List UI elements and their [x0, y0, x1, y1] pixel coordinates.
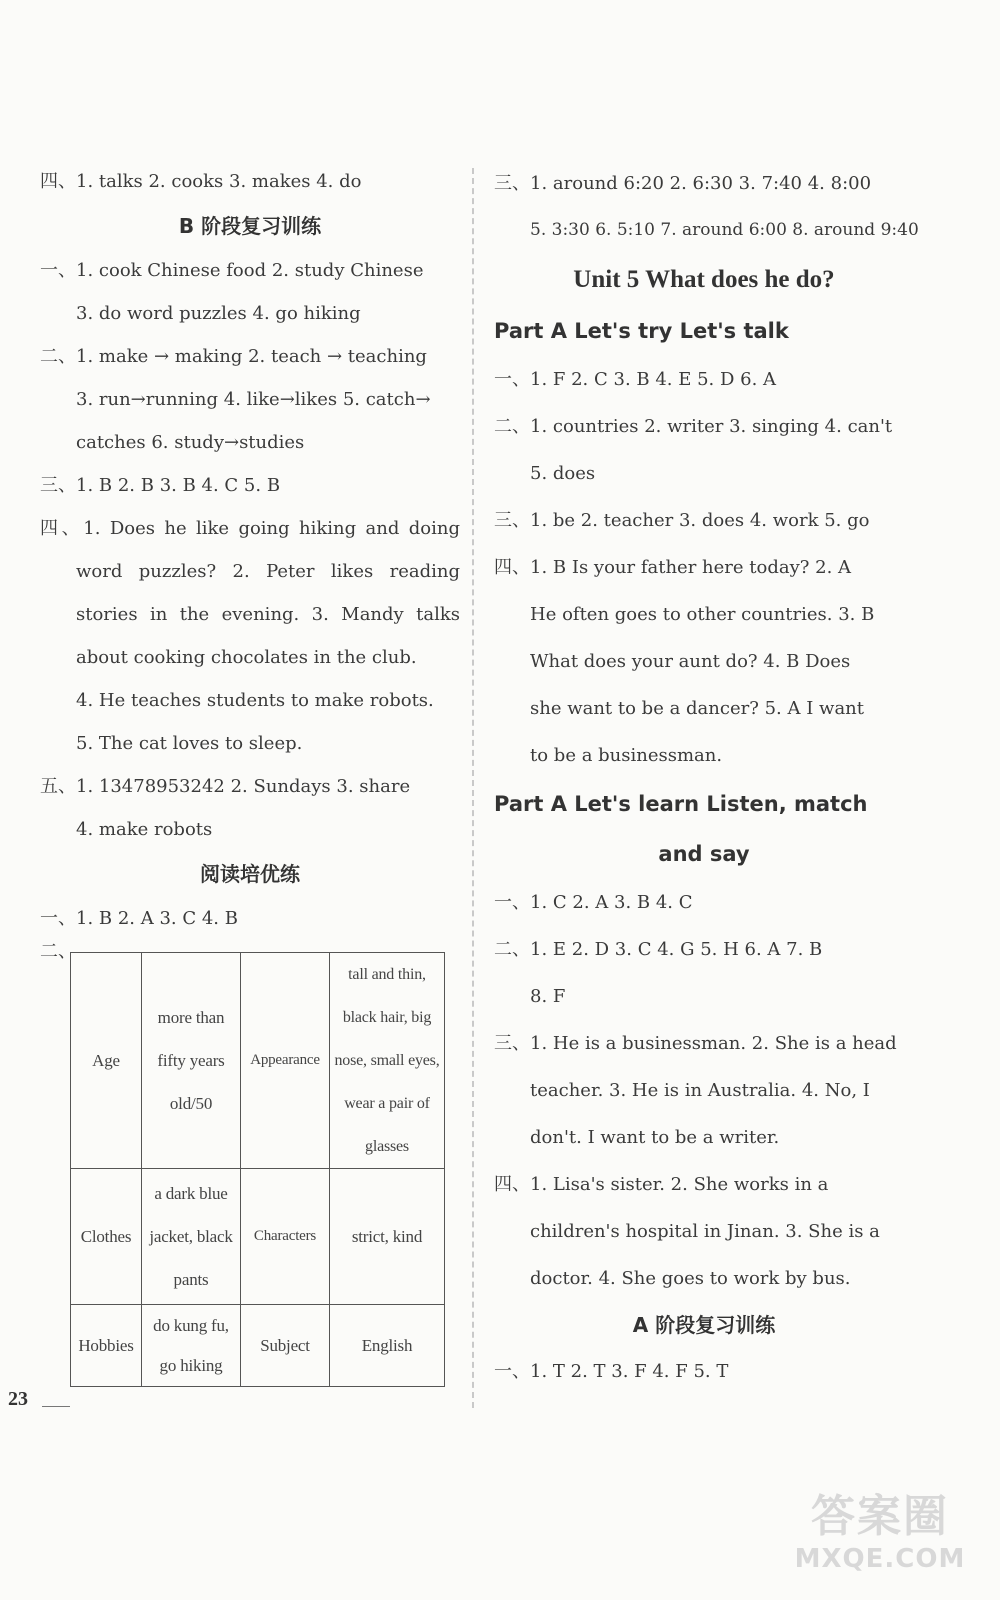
answer-line: 一、1. T 2. T 3. F 4. F 5. T [494, 1361, 729, 1382]
table-label: 二、 [40, 941, 76, 962]
answer-line: 三、1. He is a businessman. 2. She is a head [494, 1033, 897, 1054]
table-cell: Clothes [71, 1169, 142, 1305]
section-heading: A 阶段复习训练 [632, 1313, 776, 1337]
answer-line: 4. make robots [76, 819, 213, 840]
table-cell: a dark blue jacket, black pants [142, 1169, 241, 1305]
answer-line: 8. F [530, 986, 566, 1007]
answer-line: she want to be a dancer? 5. A I want [530, 698, 865, 719]
table-cell: more than fifty years old/50 [142, 953, 241, 1169]
answer-line: 二、1. countries 2. writer 3. singing 4. can't [494, 416, 893, 437]
answer-line: 5. 3:30 6. 5:10 7. around 6:00 8. around 9:40 [530, 220, 919, 240]
answer-line: 一、1. cook Chinese food 2. study Chinese [40, 260, 424, 281]
answer-line: word puzzles? 2. Peter likes reading [76, 561, 460, 582]
unit-title: Unit 5 What does he do? [573, 266, 835, 293]
answer-line: 四、1. B Is your father here today? 2. A [494, 557, 852, 578]
right-column [494, 160, 919, 1395]
answer-line: 一、1. F 2. C 3. B 4. E 5. D 6. A [494, 369, 777, 390]
answer-line: children's hospital in Jinan. 3. She is a [530, 1221, 880, 1242]
answer-line: 三、1. be 2. teacher 3. does 4. work 5. go [494, 510, 870, 531]
table-row [71, 953, 445, 1169]
answer-line: to be a businessman. [530, 745, 723, 766]
table-cell: strict, kind [330, 1169, 445, 1305]
answer-line: stories in the evening. 3. Mandy talks [76, 604, 460, 625]
answer-line: 三、1. B 2. B 3. B 4. C 5. B [40, 475, 281, 496]
answer-line: 五、1. 13478953242 2. Sundays 3. share [40, 776, 411, 797]
table-row [71, 1305, 445, 1387]
page-number-dash [42, 1406, 70, 1407]
answer-line: 三、1. around 6:20 2. 6:30 3. 7:40 4. 8:00 [494, 173, 872, 194]
page-number: 23 [8, 1388, 28, 1410]
answer-line: doctor. 4. She goes to work by bus. [530, 1268, 851, 1289]
table-cell: Hobbies [71, 1305, 142, 1387]
answer-line: What does your aunt do? 4. B Does [530, 651, 851, 672]
info-table [70, 952, 445, 1387]
table-cell: tall and thin, black hair, big nose, small eyes, wear a pair of glasses [330, 953, 445, 1169]
answer-line: 5. The cat loves to sleep. [76, 733, 303, 754]
section-heading: 阅读培优练 [200, 862, 300, 886]
answer-line: don't. I want to be a writer. [530, 1127, 780, 1148]
answer-line: 二、1. make → making 2. teach → teaching [40, 346, 427, 367]
part-heading: and say [658, 842, 750, 866]
table-row [71, 1169, 445, 1305]
table-cell: Appearance [241, 953, 330, 1169]
column-divider [472, 168, 474, 1408]
table-cell: English [330, 1305, 445, 1387]
left-column [40, 160, 460, 940]
table-cell: Age [71, 953, 142, 1169]
answer-line: catches 6. study→studies [76, 432, 305, 453]
answer-line: 3. run→running 4. like→likes 5. catch→ [76, 389, 431, 410]
answer-line: 3. do word puzzles 4. go hiking [76, 303, 361, 324]
answer-line: He often goes to other countries. 3. B [530, 604, 875, 625]
table-cell: do kung fu, go hiking [142, 1305, 241, 1387]
section-heading: B 阶段复习训练 [178, 214, 322, 238]
answer-line: 四、1. Does he like going hiking and doing [40, 518, 460, 539]
table-cell: Subject [241, 1305, 330, 1387]
answer-line: about cooking chocolates in the club. [76, 647, 417, 668]
answer-line: 一、1. C 2. A 3. B 4. C [494, 892, 693, 913]
answer-line: teacher. 3. He is in Australia. 4. No, I [530, 1080, 870, 1101]
part-heading: Part A Let's try Let's talk [494, 319, 789, 343]
table-cell: Characters [241, 1169, 330, 1305]
answer-line: 四、1. talks 2. cooks 3. makes 4. do [40, 171, 362, 192]
watermark-text: 答案圈 [811, 1491, 949, 1542]
answer-line: 一、1. B 2. A 3. C 4. B [40, 908, 238, 929]
answer-line: 5. does [530, 463, 596, 484]
part-heading: Part A Let's learn Listen, match [494, 792, 868, 816]
answer-line: 四、1. Lisa's sister. 2. She works in a [494, 1174, 829, 1195]
watermark-url: MXQE.COM [794, 1544, 966, 1574]
answer-line: 二、1. E 2. D 3. C 4. G 5. H 6. A 7. B [494, 939, 823, 960]
watermark-logo [790, 1480, 970, 1574]
answer-line: 4. He teaches students to make robots. [76, 690, 434, 711]
